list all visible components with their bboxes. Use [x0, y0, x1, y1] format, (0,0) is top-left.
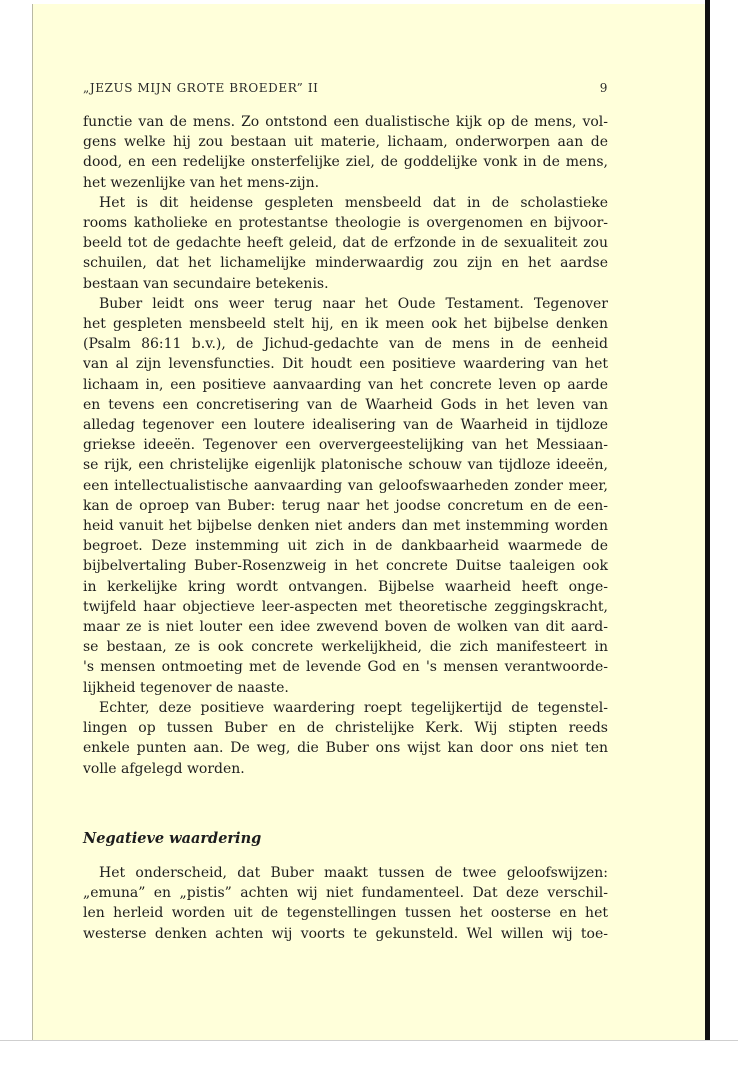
text-line: gens welke hij zou bestaan uit materie, lichaam, onderworpen aan de	[83, 134, 608, 151]
text-line: 's mensen ontmoeting met de levende God en 's mensen verantwoorde-	[83, 659, 608, 676]
running-title: „JEZUS MIJN GROTE BROEDER” II	[83, 81, 319, 95]
text-line: kan de oproep van Buber: terug naar het joodse concretum en de een-	[83, 497, 608, 514]
text-line: en tevens een concretisering van de Waarheid Gods in het leven van	[83, 396, 608, 413]
text-line: lingen op tussen Buber en de christelijke Kerk. Wij stipten reeds	[83, 720, 608, 737]
text-line: lichaam in, een positieve aanvaarding van het concrete leven op aarde	[83, 376, 608, 393]
text-line: „emuna” en „pistis” achten wij niet fundamenteel. Dat deze verschil-	[83, 885, 608, 902]
text-line: (Psalm 86:11 b.v.), de Jichud-gedachte van de mens in de eenheid	[83, 336, 608, 353]
text-line: westerse denken achten wij voorts te gekunsteld. Wel willen wij toe-	[83, 925, 608, 942]
text-line: alledag tegenover een loutere idealisering van de Waarheid in tijdloze	[83, 417, 608, 434]
text-line: lijkheid tegenover de naaste.	[83, 679, 289, 696]
text-line: Het is dit heidense gespleten mensbeeld dat in de scholastieke	[99, 194, 608, 211]
running-header	[83, 81, 608, 97]
text-line: maar ze is niet louter een idee zwevend boven de wolken van dit aard-	[83, 619, 608, 636]
text-line: dood, en een redelijke onsterfelijke ziel, de goddelijke vonk in de mens,	[83, 154, 608, 171]
text-line: het wezenlijke van het mens-zijn.	[83, 174, 320, 191]
page-edge-shadow	[705, 0, 710, 1040]
text-line: van al zijn levensfuncties. Dit houdt een positieve waardering van het	[83, 356, 608, 373]
text-line: Het onderscheid, dat Buber maakt tussen de twee geloofswijzen:	[99, 865, 608, 881]
text-line: enkele punten aan. De weg, die Buber ons wijst kan door ons niet ten	[83, 740, 608, 757]
text-line: een intellectualistische aanvaarding van geloofswaarheden zonder meer,	[83, 477, 608, 494]
text-line: twijfeld haar objectieve leer-aspecten met theoretische zeggingskracht,	[83, 598, 608, 615]
text-line: in kerkelijke kring wordt ontvangen. Bijbelse waarheid heeft onge-	[83, 578, 608, 595]
text-line: volle afgelegd worden.	[83, 760, 245, 777]
text-line: schuilen, dat het lichamelijke minderwaardig zou zijn en het aardse	[83, 255, 608, 272]
text-line: Echter, deze positieve waardering roept tegelijkertijd de tegenstel-	[99, 699, 608, 716]
scan-bottom-border	[0, 1040, 738, 1041]
text-line: begroet. Deze instemming uit zich in de dankbaarheid waarmede de	[83, 538, 608, 555]
text-line: heid vanuit het bijbelse denken niet anders dan met instemming worden	[83, 518, 608, 535]
text-line: beeld tot de gedachte heeft geleid, dat de erfzonde in de sexualiteit zou	[83, 235, 608, 252]
section-heading: Negatieve waardering	[83, 830, 262, 847]
text-line: len herleid worden uit de tegenstellingen tussen het oosterse en het	[83, 905, 608, 922]
text-line: bijbelvertaling Buber-Rosenzweig in het concrete Duitse taaleigen ook	[83, 558, 608, 575]
section-body-text	[83, 863, 608, 944]
text-line: het gespleten mensbeeld stelt hij, en ik meen ook het bijbelse denken	[83, 316, 608, 333]
page-number: 9	[599, 81, 608, 95]
text-line: se rijk, een christelijke eigenlijk platonische schouw van tijdloze ideeën,	[83, 457, 608, 474]
text-line: functie van de mens. Zo ontstond een dualistische kijk op de mens, vol-	[83, 114, 608, 130]
text-line: bestaan van secundaire betekenis.	[83, 275, 329, 292]
text-line: griekse ideeën. Tegenover een oververgeestelijking van het Messiaan-	[83, 437, 608, 454]
text-line: rooms katholieke en protestantse theologie is overgenomen en bijvoor-	[83, 215, 608, 232]
text-line: Buber leidt ons weer terug naar het Oude Testament. Tegenover	[99, 295, 608, 312]
body-text	[83, 112, 608, 779]
text-line: se bestaan, ze is ook concrete werkelijkheid, die zich manifesteert in	[83, 639, 608, 656]
